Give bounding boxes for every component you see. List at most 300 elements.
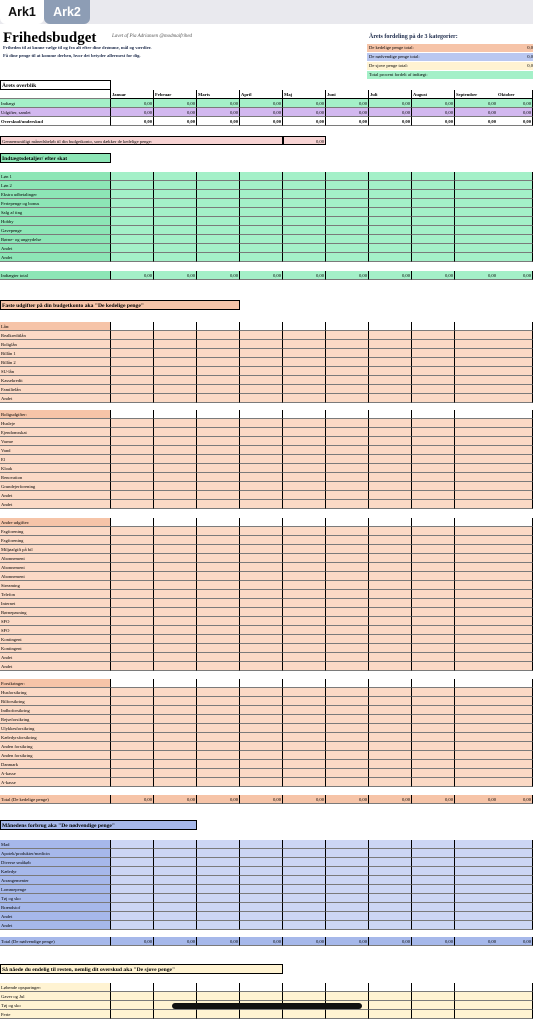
cell[interactable] [240, 367, 283, 376]
cell[interactable] [326, 724, 369, 733]
cell[interactable] [283, 572, 326, 581]
cell[interactable] [154, 190, 197, 199]
cell[interactable] [197, 751, 240, 760]
cell[interactable] [154, 226, 197, 235]
cell[interactable]: 0,00 [240, 117, 283, 126]
cell[interactable] [197, 617, 240, 626]
cell[interactable] [111, 226, 154, 235]
cell[interactable] [111, 706, 154, 715]
cell[interactable] [412, 724, 455, 733]
cell[interactable] [455, 894, 498, 903]
cell[interactable] [283, 181, 326, 190]
cell[interactable] [497, 903, 533, 912]
cell[interactable] [497, 653, 533, 662]
cell[interactable] [326, 181, 369, 190]
cell[interactable] [412, 751, 455, 760]
cell[interactable] [197, 983, 240, 992]
cell[interactable]: 0,00 [412, 271, 455, 280]
cell[interactable] [455, 253, 498, 262]
cell[interactable] [283, 849, 326, 858]
cell[interactable] [369, 455, 412, 464]
cell[interactable] [369, 626, 412, 635]
cell[interactable] [283, 491, 326, 500]
cell[interactable] [412, 455, 455, 464]
cell[interactable] [111, 992, 154, 1001]
cell[interactable] [154, 581, 197, 590]
cell[interactable] [326, 653, 369, 662]
cell[interactable] [369, 581, 412, 590]
cell[interactable] [497, 172, 533, 181]
cell[interactable] [240, 331, 283, 340]
cell[interactable] [412, 867, 455, 876]
cell[interactable] [154, 751, 197, 760]
cell[interactable] [412, 500, 455, 509]
cell[interactable] [283, 760, 326, 769]
cell[interactable] [111, 172, 154, 181]
cell[interactable] [111, 724, 154, 733]
cell[interactable] [497, 394, 533, 403]
cell[interactable] [154, 733, 197, 742]
cell[interactable] [412, 706, 455, 715]
cell[interactable] [240, 590, 283, 599]
cell[interactable]: 0,00 [240, 271, 283, 280]
cell[interactable] [369, 464, 412, 473]
cell[interactable] [455, 653, 498, 662]
cell[interactable] [369, 217, 412, 226]
cell[interactable] [240, 715, 283, 724]
cell[interactable] [497, 376, 533, 385]
cell[interactable] [154, 527, 197, 536]
cell[interactable] [283, 322, 326, 331]
cell[interactable] [283, 518, 326, 527]
cell[interactable] [240, 181, 283, 190]
cell[interactable] [326, 760, 369, 769]
cell[interactable] [326, 554, 369, 563]
cell[interactable] [240, 679, 283, 688]
cell[interactable] [111, 733, 154, 742]
cell[interactable]: 0,00 [497, 271, 533, 280]
cell[interactable] [283, 858, 326, 867]
cell[interactable] [154, 778, 197, 787]
cell[interactable] [497, 858, 533, 867]
cell[interactable] [154, 858, 197, 867]
cell[interactable] [154, 742, 197, 751]
cell[interactable] [497, 1010, 533, 1019]
cell[interactable] [326, 769, 369, 778]
cell[interactable] [197, 385, 240, 394]
cell[interactable] [326, 840, 369, 849]
cell[interactable] [111, 455, 154, 464]
cell[interactable] [326, 358, 369, 367]
cell[interactable] [283, 446, 326, 455]
cell[interactable] [369, 644, 412, 653]
cell[interactable] [154, 554, 197, 563]
cell[interactable] [497, 331, 533, 340]
cell[interactable] [283, 554, 326, 563]
cell[interactable] [455, 840, 498, 849]
cell[interactable]: 0,00 [111, 99, 154, 108]
cell[interactable] [240, 545, 283, 554]
cell[interactable] [240, 199, 283, 208]
cell[interactable] [369, 769, 412, 778]
cell[interactable] [111, 867, 154, 876]
cell[interactable] [455, 554, 498, 563]
cell[interactable] [197, 340, 240, 349]
cell[interactable] [326, 464, 369, 473]
cell[interactable] [111, 367, 154, 376]
cell[interactable]: 0,00 [111, 117, 154, 126]
cell[interactable] [197, 840, 240, 849]
cell[interactable] [497, 500, 533, 509]
cell[interactable] [283, 394, 326, 403]
cell[interactable] [412, 199, 455, 208]
cell[interactable] [283, 608, 326, 617]
cell[interactable] [497, 340, 533, 349]
cell[interactable] [497, 885, 533, 894]
cell[interactable] [154, 437, 197, 446]
cell[interactable] [197, 217, 240, 226]
cell[interactable] [455, 545, 498, 554]
cell[interactable] [240, 410, 283, 419]
cell[interactable] [455, 581, 498, 590]
cell[interactable] [154, 482, 197, 491]
cell[interactable] [111, 473, 154, 482]
cell[interactable] [111, 482, 154, 491]
cell[interactable] [154, 340, 197, 349]
cell[interactable] [497, 358, 533, 367]
cell[interactable] [326, 199, 369, 208]
cell[interactable] [283, 376, 326, 385]
cell[interactable] [154, 464, 197, 473]
cell[interactable] [197, 599, 240, 608]
cell[interactable] [197, 858, 240, 867]
cell[interactable] [455, 482, 498, 491]
cell[interactable]: 0,00 [197, 795, 240, 804]
cell[interactable] [197, 394, 240, 403]
cell[interactable] [197, 244, 240, 253]
cell[interactable] [497, 840, 533, 849]
cell[interactable] [240, 349, 283, 358]
cell[interactable] [455, 376, 498, 385]
cell[interactable] [412, 840, 455, 849]
cell[interactable]: 0,00 [111, 271, 154, 280]
cell[interactable] [283, 253, 326, 262]
cell[interactable] [283, 527, 326, 536]
cell[interactable] [240, 226, 283, 235]
cell[interactable] [326, 394, 369, 403]
cell[interactable]: 0,00 [455, 271, 498, 280]
cell[interactable] [369, 1010, 412, 1019]
cell[interactable] [455, 778, 498, 787]
cell[interactable] [455, 491, 498, 500]
cell[interactable] [154, 331, 197, 340]
cell[interactable] [326, 473, 369, 482]
cell[interactable] [111, 358, 154, 367]
cell[interactable] [497, 992, 533, 1001]
cell[interactable] [412, 428, 455, 437]
cell[interactable] [111, 885, 154, 894]
cell[interactable] [240, 724, 283, 733]
cell[interactable] [111, 527, 154, 536]
cell[interactable] [197, 688, 240, 697]
cell[interactable] [455, 226, 498, 235]
cell[interactable] [197, 912, 240, 921]
cell[interactable] [326, 635, 369, 644]
cell[interactable] [154, 500, 197, 509]
cell[interactable] [369, 903, 412, 912]
cell[interactable] [369, 473, 412, 482]
cell[interactable] [497, 208, 533, 217]
cell[interactable] [154, 653, 197, 662]
cell[interactable] [455, 921, 498, 930]
cell[interactable] [197, 626, 240, 635]
cell[interactable] [197, 554, 240, 563]
cell[interactable] [326, 253, 369, 262]
cell[interactable] [455, 1010, 498, 1019]
cell[interactable] [240, 751, 283, 760]
cell[interactable] [369, 410, 412, 419]
cell[interactable] [111, 340, 154, 349]
cell[interactable] [455, 706, 498, 715]
cell[interactable] [111, 235, 154, 244]
cell[interactable] [455, 410, 498, 419]
cell[interactable] [240, 217, 283, 226]
cell[interactable] [326, 226, 369, 235]
cell[interactable] [326, 217, 369, 226]
cell[interactable] [369, 340, 412, 349]
cell[interactable] [369, 244, 412, 253]
cell[interactable] [326, 572, 369, 581]
cell[interactable] [497, 590, 533, 599]
cell[interactable] [240, 867, 283, 876]
cell[interactable] [369, 367, 412, 376]
cell[interactable] [111, 983, 154, 992]
cell[interactable] [455, 903, 498, 912]
cell[interactable] [497, 769, 533, 778]
cell[interactable] [412, 349, 455, 358]
cell[interactable] [197, 491, 240, 500]
cell[interactable] [412, 217, 455, 226]
cell[interactable]: 0,00 [154, 937, 197, 946]
cell[interactable] [283, 473, 326, 482]
cell[interactable] [326, 706, 369, 715]
cell[interactable]: 0,00 [369, 271, 412, 280]
cell[interactable]: 0,00 [240, 795, 283, 804]
cell[interactable] [369, 912, 412, 921]
cell[interactable] [111, 635, 154, 644]
cell[interactable] [326, 778, 369, 787]
cell[interactable] [412, 983, 455, 992]
cell[interactable] [111, 322, 154, 331]
cell[interactable] [283, 697, 326, 706]
cell[interactable] [283, 733, 326, 742]
cell[interactable] [154, 473, 197, 482]
cell[interactable] [326, 626, 369, 635]
cell[interactable] [154, 876, 197, 885]
cell[interactable] [455, 331, 498, 340]
cell[interactable]: 0,00 [412, 117, 455, 126]
cell[interactable] [111, 662, 154, 671]
horizontal-scrollbar[interactable] [172, 1003, 362, 1009]
cell[interactable] [111, 617, 154, 626]
cell[interactable] [326, 482, 369, 491]
cell[interactable] [197, 590, 240, 599]
cell[interactable] [369, 253, 412, 262]
cell[interactable] [455, 446, 498, 455]
cell[interactable] [326, 340, 369, 349]
cell[interactable] [111, 644, 154, 653]
cell[interactable] [197, 715, 240, 724]
cell[interactable] [197, 446, 240, 455]
cell[interactable] [326, 455, 369, 464]
cell[interactable] [455, 572, 498, 581]
cell[interactable] [412, 769, 455, 778]
cell[interactable] [111, 464, 154, 473]
cell[interactable] [240, 446, 283, 455]
cell[interactable] [240, 190, 283, 199]
cell[interactable] [369, 849, 412, 858]
cell[interactable] [369, 199, 412, 208]
cell[interactable] [283, 626, 326, 635]
cell[interactable] [369, 518, 412, 527]
cell[interactable] [369, 858, 412, 867]
cell[interactable] [369, 572, 412, 581]
cell[interactable] [197, 181, 240, 190]
cell[interactable] [412, 394, 455, 403]
cell[interactable] [497, 473, 533, 482]
cell[interactable] [412, 760, 455, 769]
cell[interactable] [412, 697, 455, 706]
cell[interactable] [283, 840, 326, 849]
cell[interactable] [455, 876, 498, 885]
cell[interactable] [412, 536, 455, 545]
cell[interactable] [326, 679, 369, 688]
cell[interactable] [369, 715, 412, 724]
cell[interactable] [326, 894, 369, 903]
cell[interactable] [326, 921, 369, 930]
cell[interactable] [369, 679, 412, 688]
cell[interactable] [283, 217, 326, 226]
cell[interactable] [240, 428, 283, 437]
cell[interactable] [497, 385, 533, 394]
cell[interactable] [369, 554, 412, 563]
cell[interactable] [197, 437, 240, 446]
cell[interactable] [412, 617, 455, 626]
cell[interactable] [197, 410, 240, 419]
cell[interactable] [154, 385, 197, 394]
cell[interactable] [412, 235, 455, 244]
cell[interactable] [111, 760, 154, 769]
cell[interactable] [455, 455, 498, 464]
cell[interactable] [369, 482, 412, 491]
cell[interactable] [197, 473, 240, 482]
cell[interactable] [111, 181, 154, 190]
cell[interactable] [326, 644, 369, 653]
cell[interactable] [497, 244, 533, 253]
cell[interactable]: 0,00 [197, 99, 240, 108]
cell[interactable] [197, 635, 240, 644]
cell[interactable] [240, 760, 283, 769]
cell[interactable] [154, 912, 197, 921]
cell[interactable] [455, 217, 498, 226]
cell[interactable]: 0,00 [283, 795, 326, 804]
cell[interactable]: 0,00 [412, 937, 455, 946]
cell[interactable]: 0,00 [497, 117, 533, 126]
cell[interactable] [326, 376, 369, 385]
cell[interactable] [497, 912, 533, 921]
cell[interactable] [111, 751, 154, 760]
cell[interactable] [412, 473, 455, 482]
cell[interactable]: 0,00 [326, 108, 369, 117]
cell[interactable]: 0,00 [497, 108, 533, 117]
cell[interactable] [455, 563, 498, 572]
cell[interactable] [497, 733, 533, 742]
cell[interactable] [326, 992, 369, 1001]
cell[interactable]: 0,00 [412, 108, 455, 117]
cell[interactable] [412, 1001, 455, 1010]
cell[interactable] [197, 572, 240, 581]
cell[interactable] [326, 367, 369, 376]
cell[interactable] [497, 983, 533, 992]
cell[interactable] [283, 724, 326, 733]
cell[interactable] [455, 172, 498, 181]
cell[interactable] [240, 482, 283, 491]
cell[interactable] [497, 367, 533, 376]
cell[interactable] [240, 599, 283, 608]
cell[interactable] [497, 545, 533, 554]
cell[interactable] [283, 912, 326, 921]
cell[interactable] [111, 491, 154, 500]
cell[interactable] [455, 437, 498, 446]
cell[interactable] [412, 885, 455, 894]
cell[interactable] [283, 903, 326, 912]
cell[interactable] [412, 903, 455, 912]
cell[interactable] [283, 500, 326, 509]
cell[interactable] [326, 437, 369, 446]
cell[interactable] [369, 921, 412, 930]
cell[interactable] [111, 253, 154, 262]
cell[interactable] [455, 358, 498, 367]
cell[interactable] [455, 340, 498, 349]
cell[interactable]: 0,00 [111, 795, 154, 804]
cell[interactable] [240, 885, 283, 894]
cell[interactable] [240, 992, 283, 1001]
cell[interactable] [240, 635, 283, 644]
cell[interactable]: 0,00 [283, 108, 326, 117]
cell[interactable] [154, 617, 197, 626]
cell[interactable] [197, 679, 240, 688]
cell[interactable] [283, 688, 326, 697]
cell[interactable] [111, 518, 154, 527]
cell[interactable] [197, 894, 240, 903]
cell[interactable]: 0,00 [197, 108, 240, 117]
cell[interactable] [412, 358, 455, 367]
cell[interactable] [497, 724, 533, 733]
cell[interactable] [154, 491, 197, 500]
cell[interactable] [283, 617, 326, 626]
cell[interactable]: 0,00 [326, 795, 369, 804]
cell[interactable] [497, 464, 533, 473]
cell[interactable] [240, 464, 283, 473]
cell[interactable] [197, 563, 240, 572]
cell[interactable] [197, 367, 240, 376]
cell[interactable] [455, 536, 498, 545]
cell[interactable] [240, 527, 283, 536]
cell[interactable] [240, 394, 283, 403]
cell[interactable] [283, 437, 326, 446]
cell[interactable] [326, 983, 369, 992]
cell[interactable] [197, 500, 240, 509]
